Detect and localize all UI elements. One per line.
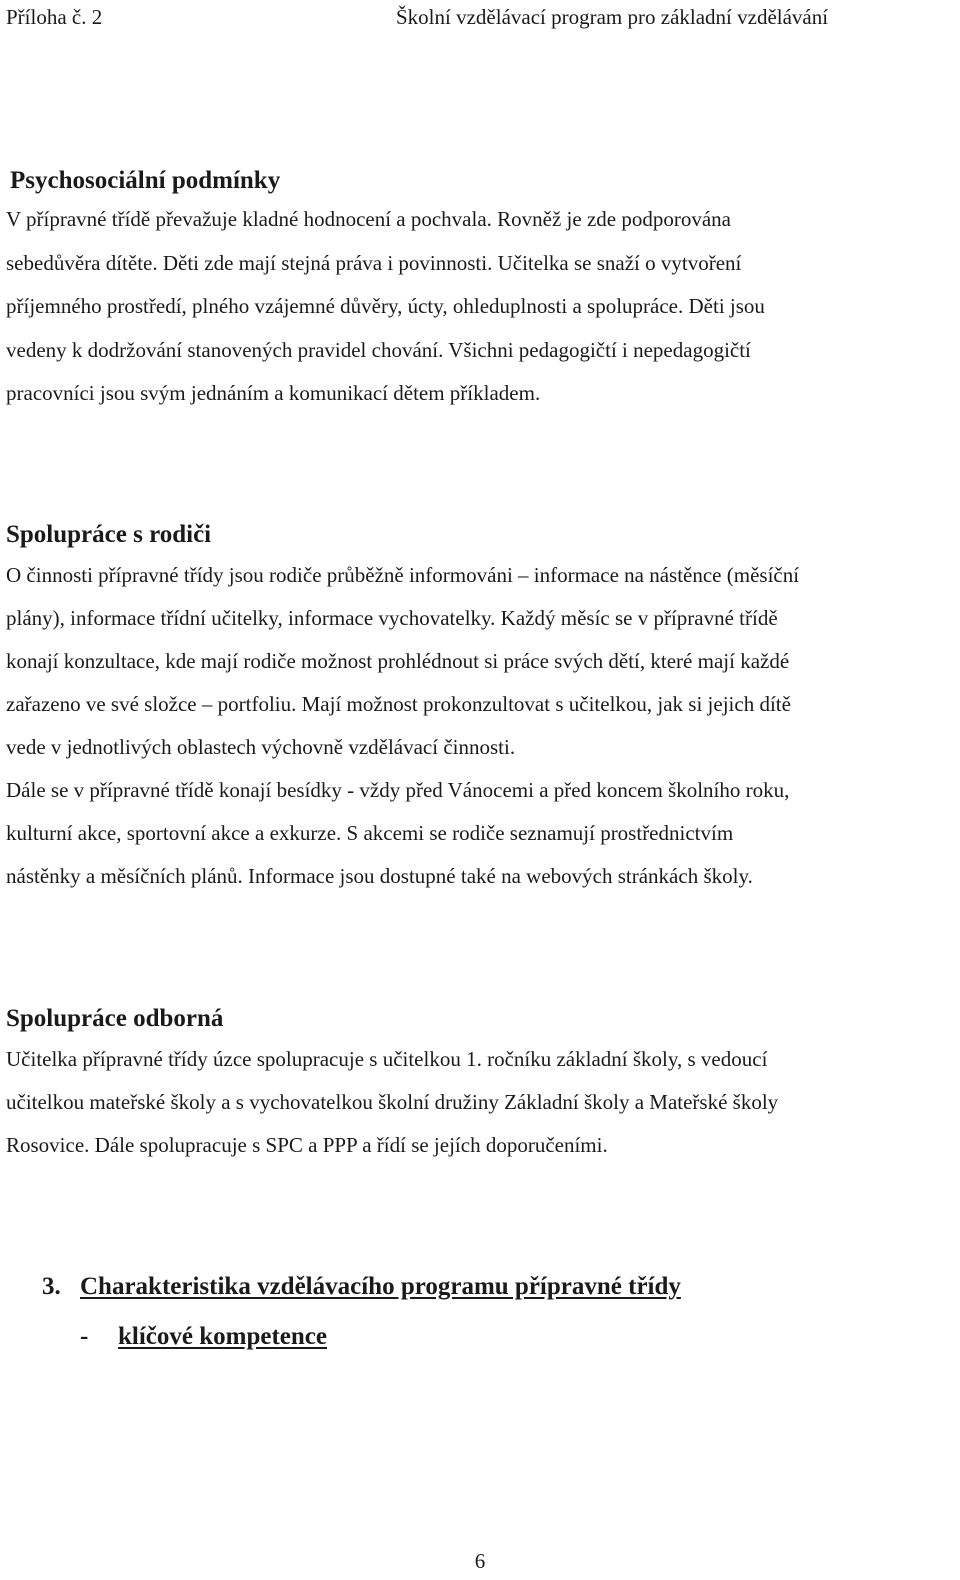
paragraph-line: nástěnky a měsíčních plánů. Informace jsou dostupné také na webových stránkách školy. xyxy=(6,864,753,888)
header-annex-label: Příloha č. 2 xyxy=(6,5,103,29)
paragraph-line: vede v jednotlivých oblastech výchovně vzdělávací činnosti. xyxy=(6,735,516,759)
section-heading: Spolupráce s rodiči xyxy=(6,521,212,548)
chapter-heading xyxy=(42,1272,681,1302)
paragraph-line: Učitelka přípravné třídy úzce spolupracuje s učitelkou 1. ročníku základní školy, s vedoucí xyxy=(6,1047,768,1071)
chapter-number: 3. xyxy=(42,1273,61,1300)
section-parent-cooperation xyxy=(6,520,954,898)
page-number: 6 xyxy=(474,1549,486,1573)
paragraph-line: příjemného prostředí, plného vzájemné důvěry, úcty, ohleduplnosti a spolupráce. Děti jsou xyxy=(6,294,765,318)
chapter-title: Charakteristika vzdělávacího programu přípravné třídy xyxy=(80,1273,681,1300)
paragraph-line: učitelkou mateřské školy a s vychovatelkou školní družiny Základní školy a Mateřské školy xyxy=(6,1090,779,1114)
paragraph-line: vedeny k dodržování stanovených pravidel chování. Všichni pedagogičtí i nepedagogičtí xyxy=(6,337,751,362)
paragraph-line: kulturní akce, sportovní akce a exkurze. S akcemi se rodiče seznamují prostřednictvím xyxy=(6,821,734,845)
section-psychosocial xyxy=(6,166,954,416)
subheading-dash: - xyxy=(80,1323,89,1350)
paragraph-line: konají konzultace, kde mají rodiče možnost prohlédnout si práce svých dětí, které mají každé xyxy=(6,649,790,673)
paragraph-line: zařazeno ve své složce – portfoliu. Mají možnost prokonzultovat s učitelkou, jak si jejich dítě xyxy=(6,692,791,716)
paragraph-line: plány), informace třídní učitelky, informace vychovatelky. Každý měsíc se v přípravné třídě xyxy=(6,606,778,630)
section-heading: Psychosociální podmínky xyxy=(10,167,281,194)
paragraph-line: O činnosti přípravné třídy jsou rodiče průběžně informováni – informace na nástěnce (měsíční xyxy=(6,563,800,587)
paragraph-line: Rosovice. Dále spolupracuje s SPC a PPP a řídí se jejích doporučeními. xyxy=(6,1133,608,1157)
paragraph-line: sebedůvěra dítěte. Děti zde mají stejná práva i povinnosti. Učitelka se snaží o vytvoření xyxy=(6,250,742,275)
header-document-title: Školní vzdělávací program pro základní vzdělávání xyxy=(396,5,829,29)
paragraph-line: Dále se v přípravné třídě konají besídky - vždy před Vánocemi a před koncem školního roku, xyxy=(6,778,790,802)
section-professional-cooperation xyxy=(6,1004,954,1167)
chapter-subtitle: klíčové kompetence xyxy=(118,1323,327,1350)
section-heading: Spolupráce odborná xyxy=(6,1005,224,1032)
paragraph-line: V přípravné třídě převažuje kladné hodnocení a pochvala. Rovněž je zde podporována xyxy=(6,207,731,231)
chapter-subheading xyxy=(80,1322,327,1352)
paragraph-line: pracovníci jsou svým jednáním a komunikací dětem příkladem. xyxy=(6,381,541,405)
